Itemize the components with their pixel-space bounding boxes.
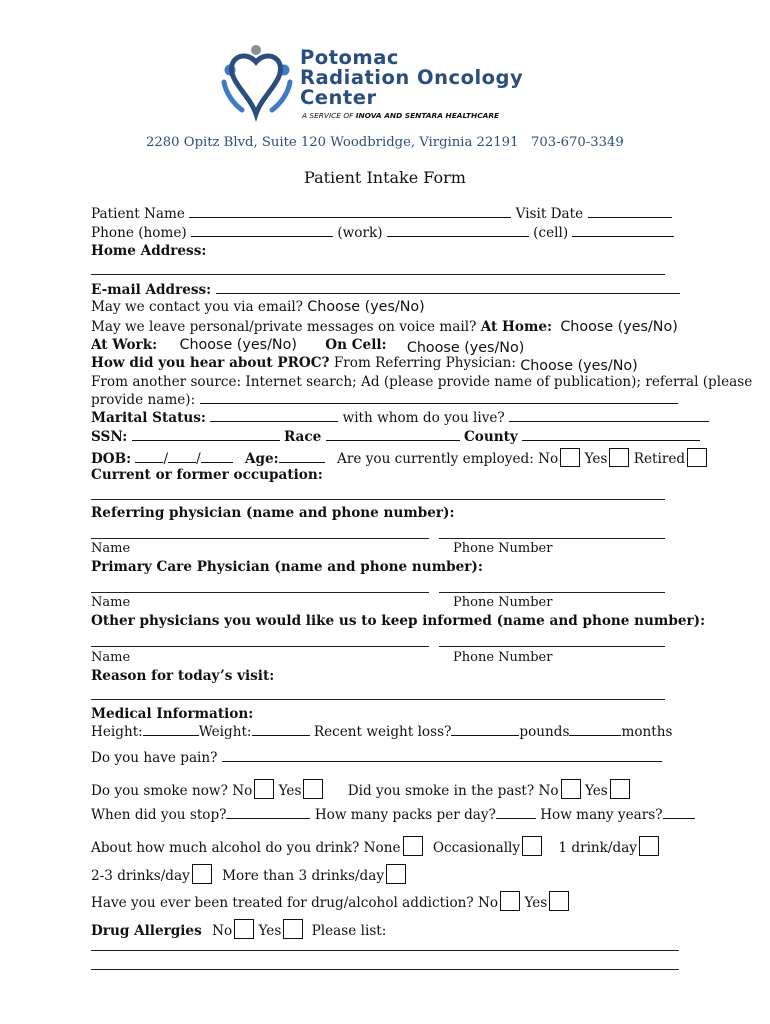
proc-logo — [218, 44, 548, 122]
packs-label: How many packs per day? — [314, 807, 496, 823]
addiction-yes-checkbox[interactable] — [549, 891, 569, 911]
phone-cell-field[interactable] — [572, 225, 674, 237]
age-label: Age: — [244, 451, 279, 467]
on-cell-label: On Cell: — [325, 337, 387, 353]
alcohol-more-checkbox[interactable] — [386, 864, 406, 884]
logo-line-3: Center — [300, 86, 377, 109]
retired-label: Retired — [633, 451, 686, 467]
ssn-field[interactable] — [132, 429, 280, 441]
visit-date-label: Visit Date — [515, 206, 584, 222]
at-work-choice[interactable]: Choose (yes/No) — [179, 337, 297, 353]
addiction-label: Have you ever been treated for drug/alcohol addiction? — [91, 895, 474, 911]
other-phys-name-caption: Name — [91, 650, 131, 665]
alcohol-more-label: More than 3 drinks/day — [222, 868, 385, 884]
reason-field[interactable] — [91, 699, 665, 700]
alcohol-none-checkbox[interactable] — [403, 836, 423, 856]
when-stop-label: When did you stop? — [91, 807, 227, 823]
email-field[interactable] — [216, 282, 680, 294]
ssn-label: SSN: — [91, 429, 128, 445]
smoke-past-label: Did you smoke in the past? — [347, 783, 535, 799]
dob-row — [91, 448, 707, 467]
phone-home-label: Phone (home) — [91, 225, 187, 241]
ssn-row — [91, 429, 700, 445]
on-cell-choice[interactable]: Choose (yes/No) — [406, 340, 525, 356]
alcohol-row-2 — [91, 864, 406, 884]
contact-email-choice[interactable]: Choose (yes/No) — [307, 299, 425, 315]
addiction-row — [91, 891, 569, 911]
alcohol-row — [91, 836, 659, 856]
referring-phone-caption: Phone Number — [453, 541, 553, 556]
allergies-list-field-1[interactable] — [91, 950, 679, 951]
dob-year-field[interactable] — [201, 451, 233, 463]
retired-checkbox[interactable] — [687, 448, 707, 467]
when-stop-field[interactable] — [226, 807, 310, 819]
height-weight-row — [91, 724, 672, 740]
allergies-yes-label: Yes — [258, 923, 282, 939]
clinic-address: 2280 Opitz Blvd, Suite 120 Woodbridge, Virginia 22191 — [146, 135, 519, 150]
referring-phone-field[interactable] — [439, 538, 665, 539]
pcp-name-field[interactable] — [91, 592, 429, 593]
hear-about-label: How did you hear about PROC? — [91, 355, 330, 371]
reason-label: Reason for today’s visit: — [91, 668, 275, 684]
referring-choice[interactable]: Choose (yes/No) — [520, 358, 638, 374]
referring-label: Referring physician (name and phone number): — [91, 505, 455, 521]
smoke-details-row — [91, 807, 695, 823]
with-whom-label: with whom do you live? — [342, 410, 505, 426]
addiction-yes-label: Yes — [524, 895, 548, 911]
from-referring-label: From Referring Physician: — [333, 355, 516, 371]
phone-work-field[interactable] — [387, 225, 529, 237]
work-cell-row — [91, 337, 525, 356]
pcp-label: Primary Care Physician (name and phone number): — [91, 559, 483, 575]
allergies-no-label: No — [212, 923, 233, 939]
other-phys-label: Other physicians you would like us to keep informed (name and phone number): — [91, 613, 706, 629]
alcohol-two-three-checkbox[interactable] — [192, 864, 212, 884]
provide-name-row — [91, 392, 678, 408]
race-label: Race — [283, 429, 322, 445]
patient-name-row — [91, 206, 672, 222]
leave-message-row — [91, 319, 678, 335]
smoke-past-no-label: No — [538, 783, 559, 799]
employed-no-label: No — [538, 451, 559, 467]
allergies-yes-checkbox[interactable] — [283, 919, 303, 939]
dob-separator-2: / — [196, 451, 201, 467]
referring-name-field[interactable] — [91, 538, 429, 539]
county-label: County — [463, 429, 518, 445]
alcohol-two-three-label: 2-3 drinks/day — [91, 868, 190, 884]
years-label: How many years? — [540, 807, 663, 823]
pcp-phone-caption: Phone Number — [453, 595, 553, 610]
pain-field[interactable] — [222, 750, 662, 762]
height-field[interactable] — [143, 724, 199, 736]
addiction-no-label: No — [478, 895, 499, 911]
with-whom-field[interactable] — [509, 410, 709, 422]
other-phys-name-field[interactable] — [91, 646, 429, 647]
county-field[interactable] — [522, 429, 700, 441]
smoke-past-yes-label: Yes — [584, 783, 608, 799]
smoke-row — [91, 779, 630, 799]
contact-email-label: May we contact you via email? — [91, 299, 303, 315]
alcohol-label: About how much alcohol do you drink? — [91, 840, 360, 856]
smoke-now-no-label: No — [232, 783, 253, 799]
pcp-name-caption: Name — [91, 595, 131, 610]
contact-email-row — [91, 299, 425, 315]
weight-loss-label: Recent weight loss? — [313, 724, 452, 740]
pain-row — [91, 750, 662, 766]
other-phys-phone-caption: Phone Number — [453, 650, 553, 665]
occupation-field[interactable] — [91, 499, 665, 500]
age-field[interactable] — [279, 451, 325, 463]
height-label: Height: — [91, 724, 143, 740]
phone-cell-label: (cell) — [533, 225, 569, 241]
drug-allergies-row — [91, 919, 386, 939]
dob-separator-1: / — [163, 451, 169, 467]
logo-wordmark — [300, 48, 523, 108]
please-list-label: Please list: — [311, 923, 387, 939]
phone-home-field[interactable] — [191, 225, 333, 237]
other-phys-phone-field[interactable] — [439, 646, 665, 647]
smoke-now-no-checkbox[interactable] — [254, 779, 274, 799]
dob-month-field[interactable] — [135, 451, 163, 463]
dob-day-field[interactable] — [168, 451, 196, 463]
logo-line-1: Potomac — [300, 46, 399, 69]
phone-row — [91, 225, 674, 241]
at-work-label: At Work: — [91, 337, 158, 353]
provide-name-label: provide name): — [91, 392, 196, 408]
smoke-past-no-checkbox[interactable] — [561, 779, 581, 799]
pain-label: Do you have pain? — [91, 750, 218, 766]
smoke-now-yes-checkbox[interactable] — [303, 779, 323, 799]
logo-line-2: Radiation Oncology — [300, 66, 524, 89]
form-title: Patient Intake Form — [304, 168, 466, 187]
employed-yes-checkbox[interactable] — [609, 448, 629, 467]
occupation-label: Current or former occupation: — [91, 467, 323, 483]
home-address-field[interactable] — [91, 274, 665, 275]
weight-loss-months-field[interactable] — [569, 724, 621, 736]
drug-allergies-label: Drug Allergies — [91, 923, 202, 939]
alcohol-none-label: None — [363, 840, 401, 856]
smoke-now-label: Do you smoke now? — [91, 783, 228, 799]
home-address-label: Home Address: — [91, 243, 207, 259]
smoke-past-yes-checkbox[interactable] — [610, 779, 630, 799]
addiction-no-checkbox[interactable] — [500, 891, 520, 911]
at-home-label: At Home: — [480, 319, 552, 335]
another-source-label: From another source: Internet search; Ad (please provide name of publication); referral (please — [91, 374, 753, 390]
weight-label: Weight: — [198, 724, 252, 740]
provide-name-field[interactable] — [200, 392, 678, 404]
referring-name-caption: Name — [91, 541, 131, 556]
dob-label: DOB: — [91, 451, 132, 467]
hear-about-row — [91, 355, 638, 374]
at-home-choice[interactable]: Choose (yes/No) — [560, 319, 678, 335]
email-row — [91, 282, 680, 298]
packs-field[interactable] — [496, 807, 536, 819]
phone-work-label: (work) — [337, 225, 383, 241]
weight-field[interactable] — [252, 724, 310, 736]
marital-field[interactable] — [210, 410, 338, 422]
logo-subtitle: A SERVICE OF INOVA AND SENTARA HEALTHCARE — [302, 111, 500, 120]
allergies-list-field-2[interactable] — [91, 969, 679, 970]
medical-label: Medical Information: — [91, 706, 254, 722]
weight-loss-pounds-field[interactable] — [451, 724, 519, 736]
race-field[interactable] — [326, 429, 460, 441]
clinic-phone: 703-670-3349 — [531, 135, 624, 150]
pcp-phone-field[interactable] — [439, 592, 665, 593]
years-field[interactable] — [663, 807, 695, 819]
alcohol-occasionally-checkbox[interactable] — [522, 836, 542, 856]
patient-name-field[interactable] — [189, 206, 511, 218]
patient-name-label: Patient Name — [91, 206, 185, 222]
marital-row — [91, 410, 709, 426]
alcohol-one-checkbox[interactable] — [639, 836, 659, 856]
heart-figures-icon — [218, 44, 300, 122]
smoke-now-yes-label: Yes — [278, 783, 302, 799]
employed-yes-label: Yes — [584, 451, 608, 467]
email-label: E-mail Address: — [91, 282, 212, 298]
visit-date-field[interactable] — [588, 206, 672, 218]
alcohol-occasionally-label: Occasionally — [432, 840, 521, 856]
months-label: months — [621, 724, 673, 740]
employed-no-checkbox[interactable] — [560, 448, 580, 467]
alcohol-one-label: 1 drink/day — [558, 840, 637, 856]
marital-label: Marital Status: — [91, 410, 206, 426]
employed-label: Are you currently employed: — [337, 451, 534, 467]
pounds-label: pounds — [519, 724, 570, 740]
allergies-no-checkbox[interactable] — [234, 919, 254, 939]
leave-messages-label: May we leave personal/private messages on voice mail? — [91, 319, 477, 335]
